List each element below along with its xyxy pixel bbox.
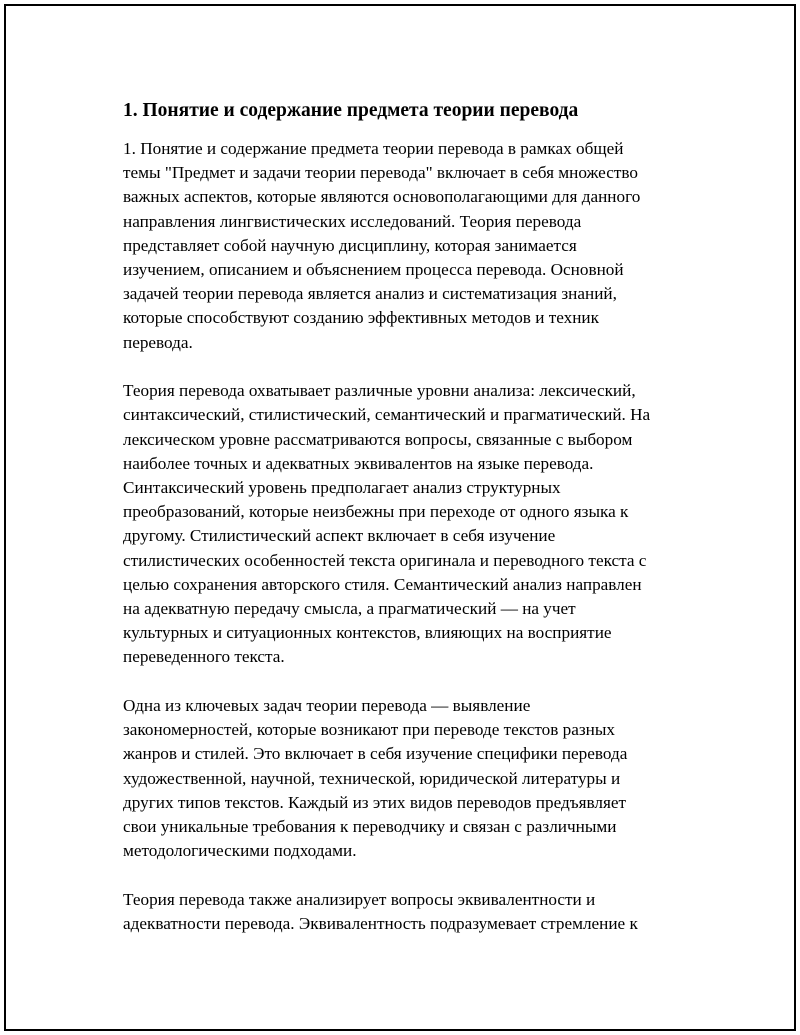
text-line: целью сохранения авторского стиля. Семантический анализ направлен [123,574,642,594]
paragraph-list [120,137,685,936]
text-line: художественной, научной, технической, юридической литературы и [123,768,621,788]
paragraph [123,137,685,355]
paragraph [123,379,685,669]
paragraph [123,888,685,936]
text-line: преобразований, которые неизбежны при переходе от одного языка к [123,502,629,522]
text-line: на адекватную передачу смысла, а прагматический — на учет [123,599,576,619]
text-line: задачей теории перевода является анализ и систематизация знаний, [123,284,617,304]
text-line: синтаксический, стилистический, семантический и прагматический. На [123,405,651,425]
text-line: Синтаксический уровень предполагает анализ структурных [123,478,561,498]
text-line: адекватности перевода. Эквивалентность подразумевает стремление к [123,914,638,934]
page-title: 1. Понятие и содержание предмета теории перевода [123,100,579,121]
text-line: 1. Понятие и содержание предмета теории перевода в рамках общей [123,139,624,158]
text-line: изучением, описанием и объяснением процесса перевода. Основной [123,260,624,280]
paragraph [123,694,685,863]
text-line: другому. Стилистический аспект включает в себя изучение [123,526,556,546]
text-line: представляет собой научную дисциплину, которая занимается [123,235,577,255]
text-line: наиболее точных и адекватных эквивалентов на языке перевода. [123,453,594,473]
text-line: которые способствуют созданию эффективных методов и техник [123,308,599,328]
text-line: других типов текстов. Каждый из этих видов переводов предъявляет [123,792,627,812]
text-line: направления лингвистических исследований. Теория перевода [123,211,582,231]
text-line: темы "Предмет и задачи теории перевода" включает в себя множество [123,163,638,183]
text-line: методологическими подходами. [123,841,357,861]
text-line: перевода. [123,332,193,352]
text-line: культурных и ситуационных контекстов, влияющих на восприятие [123,623,612,643]
document-body [120,97,685,961]
text-line: Теория перевода охватывает различные уровни анализа: лексический, [123,381,636,401]
text-line: важных аспектов, которые являются основополагающими для данного [123,187,641,207]
text-line: закономерностей, которые возникают при переводе текстов разных [123,720,615,740]
text-line: жанров и стилей. Это включает в себя изучение специфики перевода [123,744,628,764]
page-frame [4,4,796,1031]
text-line: лексическом уровне рассматриваются вопросы, связанные с выбором [123,429,633,449]
text-line: стилистических особенностей текста оригинала и переводного текста с [123,550,647,570]
text-line: Одна из ключевых задач теории перевода — выявление [123,696,531,716]
text-line: свои уникальные требования к переводчику и связан с различными [123,817,617,837]
text-line: Теория перевода также анализирует вопросы эквивалентности и [123,889,596,909]
text-line: переведенного текста. [123,647,285,667]
